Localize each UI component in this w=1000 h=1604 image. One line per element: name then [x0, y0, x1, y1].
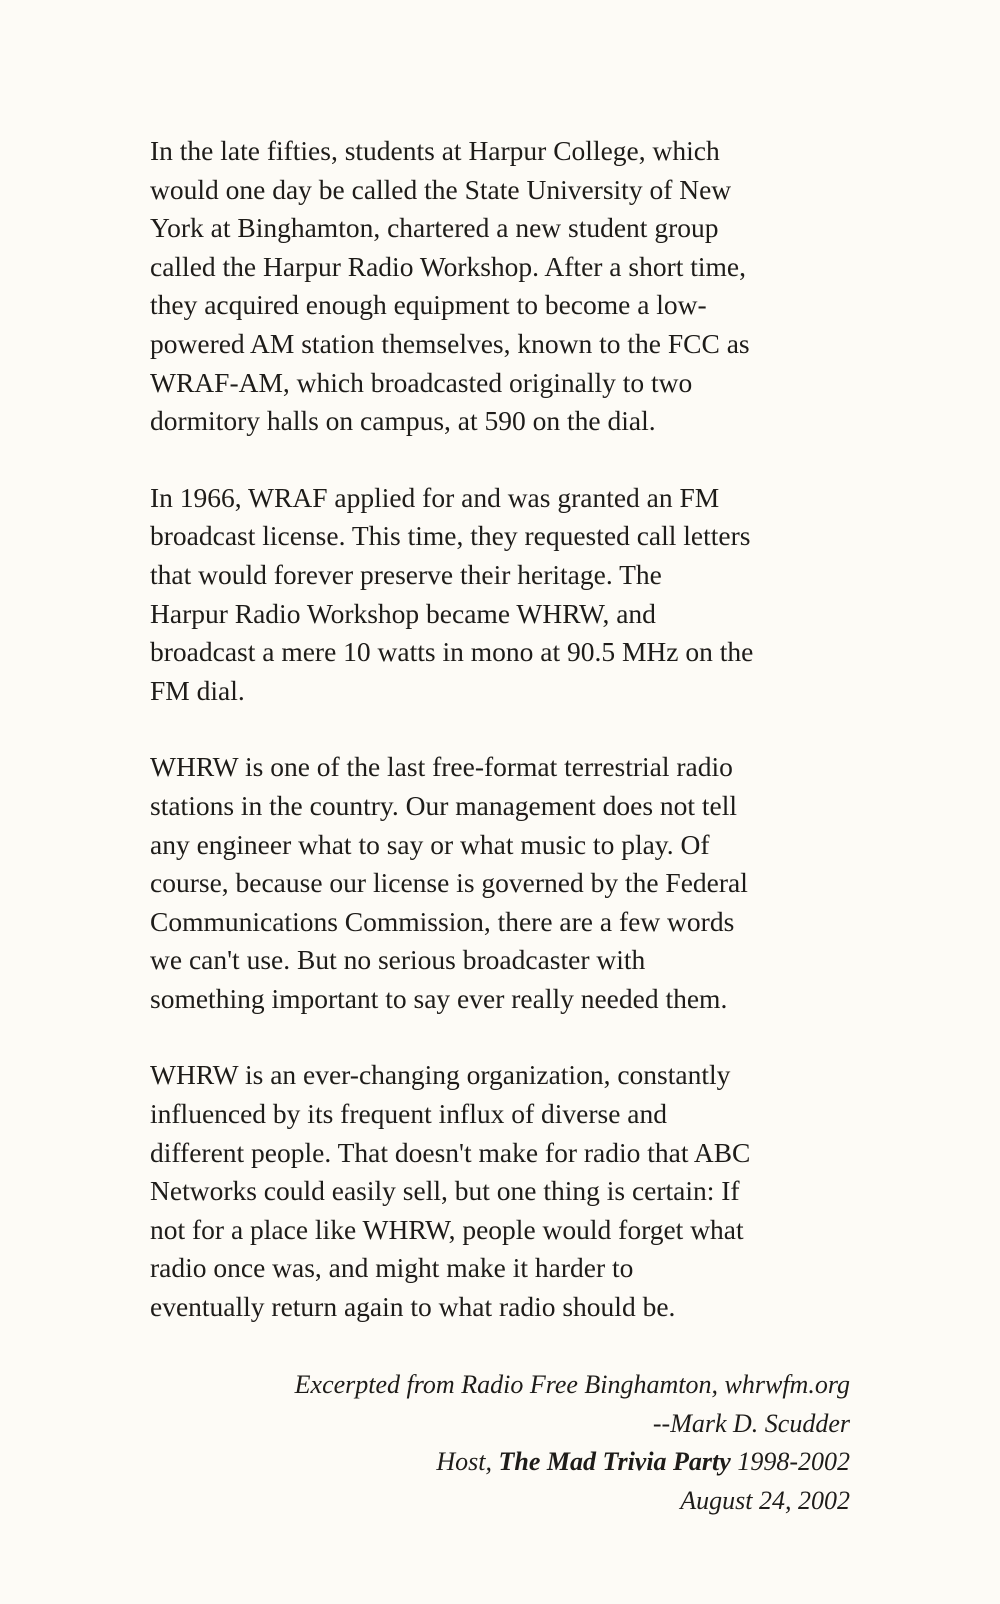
text-line: broadcast a mere 10 watts in mono at 90.5 MHz on the — [150, 636, 754, 668]
text-line: broadcast license. This time, they requested call letters — [150, 520, 751, 552]
text-line: WHRW is an ever-changing organization, constantly — [150, 1059, 731, 1091]
text-line: dormitory halls on campus, at 590 on the dial. — [150, 405, 656, 437]
text-line: they acquired enough equipment to become a low- — [150, 289, 707, 321]
text-line: York at Binghamton, chartered a new student group — [150, 212, 719, 244]
text-line: In 1966, WRAF applied for and was granted an FM — [150, 481, 720, 513]
text-line: called the Harpur Radio Workshop. After a short time, — [150, 250, 747, 282]
text-line: different people. That doesn't make for radio that ABC — [150, 1136, 751, 1168]
text-line: Networks could easily sell, but one thing is certain: If — [150, 1175, 740, 1207]
text-line: radio once was, and might make it harder to — [150, 1252, 634, 1284]
text-line: WRAF-AM, which broadcasted originally to two — [150, 366, 693, 398]
paragraph-history-fm — [150, 479, 850, 711]
attribution-author: --Mark D. Scudder — [652, 1408, 850, 1438]
document-body — [150, 132, 850, 1365]
text-line: we can't use. But no serious broadcaster with — [150, 944, 646, 976]
show-title: The Mad Trivia Party — [498, 1447, 731, 1476]
attribution-source: Excerpted from Radio Free Binghamton, whrwfm.org — [294, 1370, 850, 1399]
text-line: Harpur Radio Workshop became WHRW, and — [150, 597, 656, 629]
paragraph-free-format — [150, 748, 850, 1018]
text-line: FM dial. — [150, 674, 245, 706]
text-line: course, because our license is governed by the Federal — [150, 867, 748, 899]
text-line: Communications Commission, there are a few words — [150, 905, 735, 937]
text-line: that would forever preserve their heritage. The — [150, 558, 662, 590]
paragraph-history-am — [150, 132, 850, 441]
text-line: WHRW is one of the last free-format terrestrial radio — [150, 751, 733, 783]
attribution-date: August 24, 2002 — [680, 1485, 850, 1515]
attribution-role — [295, 1443, 850, 1482]
paragraph-organization — [150, 1056, 850, 1326]
attribution-years: 1998-2002 — [730, 1447, 850, 1476]
attribution-block — [295, 1366, 850, 1520]
text-line: stations in the country. Our management does not tell — [150, 789, 738, 821]
text-line: influenced by its frequent influx of diverse and — [150, 1098, 667, 1130]
text-line: eventually return again to what radio should be. — [150, 1291, 676, 1323]
text-line: any engineer what to say or what music to play. Of — [150, 828, 710, 860]
text-line: powered AM station themselves, known to the FCC as — [150, 327, 750, 359]
attribution-role-prefix: Host, — [436, 1447, 499, 1476]
text-line: something important to say ever really needed them. — [150, 982, 728, 1014]
text-line: not for a place like WHRW, people would forget what — [150, 1213, 744, 1245]
text-line: would one day be called the State University of New — [150, 173, 732, 205]
text-line: In the late fifties, students at Harpur College, which — [150, 135, 720, 166]
